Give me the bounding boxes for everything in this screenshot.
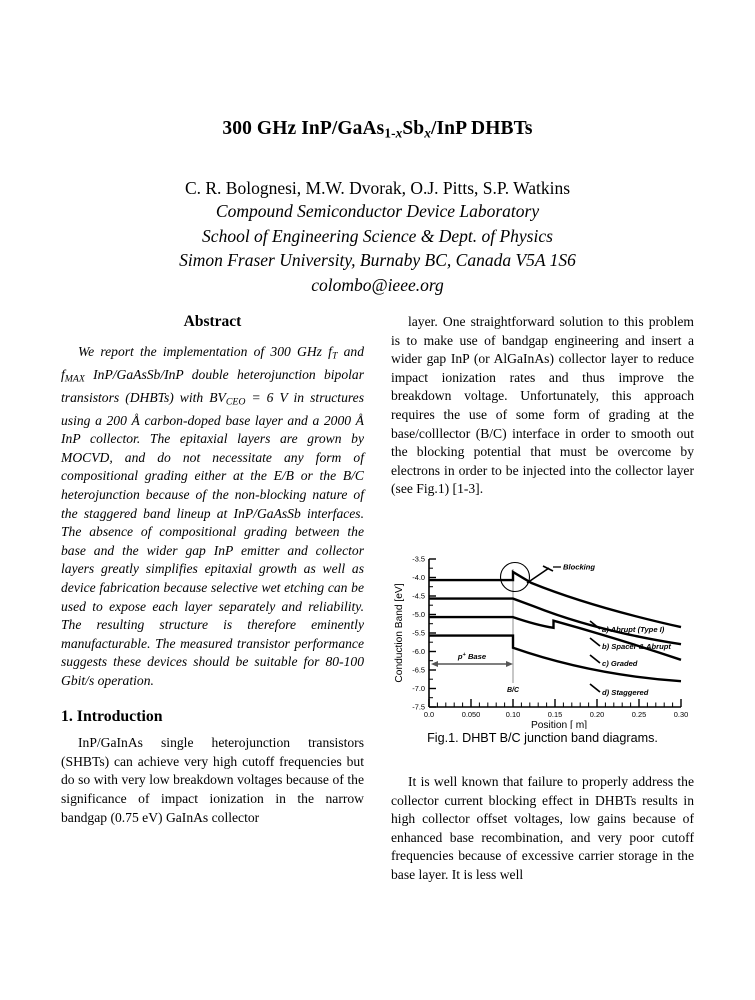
x-tick-label-5: 0.25	[631, 710, 647, 719]
p-plus-base-label: p+ Base	[457, 652, 487, 661]
y-tick-label-6: -6.5	[412, 665, 425, 675]
y-tick-label-4: -5.5	[412, 628, 425, 638]
author-list: C. R. Bolognesi, M.W. Dvorak, O.J. Pitts, S.P. Watkins	[184, 178, 571, 198]
blocking-highlight-circle	[501, 563, 530, 592]
right-column-paragraph-1: layer. One straightforward solution to this problem is to make use of bandgap engineering and insert a wider gap InP (or AlGaInAs) collector layer to reduce impact ionization rates and thus improve the breakdown voltage. Unfortunately, this approach requires the use of some form of grading at the base/colllector (B/C) interface in order to smooth out the blocking potential that must be overcome by electrons in order to be injected into the collector layer (see Fig.1) [1-3].	[391, 314, 694, 497]
abstract-seg-d: = 6 V in structures using a 200 Å carbon-doped base layer and a 2000 Å InP collector. The epitaxial layers are grown by MOCVD, and do not necessitate any form of compositional grading either at the E/B or the B/C heterojunction because of the non-blocking nature of the staggered band lineup at InP/GaAsSb interfaces. The absence of compositional grading between the base and the wider gap InP emitter and collector layers greatly simplifies epitaxial growth as well as device fabrication because selective wet etching can be used to expose each layer separately and reliability. The resulting structure is therefore eminently manufacturable. The measured transistor performance suggests these devices should be suitable for 80-100 Gbit/s operation.	[61, 389, 364, 688]
legend-label-d: d) Staggered	[602, 688, 649, 697]
f-sub-t: $f_T$	[328, 343, 338, 362]
p-plus-base-annotation	[431, 652, 513, 667]
introduction-paragraph: InP/GaInAs single heterojunction transistors (SHBTs) can achieve very high cutoff frequencies but do so with very low breakdown voltages because of the significance of impact ionization in the narrow bandgap (0.75 eV) GaInAs collector	[61, 735, 364, 825]
f-sub-max: $f_{MAX}$	[61, 366, 85, 385]
band-diagram-chart	[391, 547, 694, 729]
title-pre: 300 GHz InP/GaAs	[222, 118, 385, 139]
x-tick-label-2: 0.10	[505, 710, 521, 719]
abstract-seg-a: We report the implementation of 300 GHz	[78, 343, 329, 359]
affiliation-line-2: School of Engineering Science & Dept. of Physics	[202, 225, 553, 246]
y-tick-label-0: -3.5	[412, 554, 425, 564]
affiliation-line-1: Compound Semiconductor Device Laboratory	[215, 201, 540, 221]
blocking-leader	[527, 566, 561, 583]
affiliation-email: colombo@ieee.org	[311, 274, 444, 295]
right-column-paragraph-2: It is well known that failure to properly address the collector current blocking effect in DHBTs results in high collector offset voltages, low gains because of enhanced base recombination, and very poor cutoff frequencies because of excessive carrier storage in the base layer. It is less well	[391, 774, 694, 882]
x-tick-label-3: 0.15	[547, 710, 563, 719]
x-tick-label-4: 0.20	[589, 710, 605, 719]
y-tick-label-3: -5.0	[412, 610, 425, 620]
introduction-heading: 1. Introduction	[61, 707, 163, 725]
figure-1	[391, 547, 694, 745]
title-post: /InP DHBTs	[430, 118, 533, 139]
figure-caption: Fig.1. DHBT B/C junction band diagrams.	[427, 731, 658, 745]
y-axis-title: Conduction Band [eV]	[394, 583, 405, 683]
affiliation-block	[0, 199, 755, 297]
title-mid: Sb	[402, 118, 425, 139]
x-axis-title: Position [ m]	[530, 720, 588, 729]
bc-junction-label: B/C	[506, 687, 520, 694]
abstract-seg-c: InP/GaAsSb/InP double heterojunction bipolar transistors (DHBTs) with	[61, 366, 364, 405]
blocking-label: Blocking	[563, 562, 596, 572]
curve-legend	[590, 621, 671, 697]
bv-ceo: $BV_{CEO}$	[209, 389, 246, 408]
right-column-lower	[391, 773, 694, 885]
x-axis-ticks	[424, 699, 688, 719]
y-tick-label-7: -7.0	[412, 684, 425, 694]
abstract-heading: Abstract	[183, 313, 242, 330]
legend-label-b: b) Spacer & Abrupt	[602, 642, 671, 651]
right-column	[391, 313, 694, 499]
abstract-paragraph	[61, 343, 364, 691]
y-tick-label-2: -4.5	[412, 591, 425, 601]
legend-label-c: c) Graded	[602, 659, 638, 668]
title-sub-two: x	[424, 125, 431, 141]
x-tick-label-0: 0.0	[423, 710, 435, 719]
abstract-seg-b: and	[337, 343, 364, 359]
legend-label-a: a) Abrupt (Type I)	[602, 625, 665, 634]
title-sub-one: 1-x	[384, 125, 403, 141]
y-tick-label-5: -6.0	[412, 647, 425, 657]
y-axis-ticks	[412, 555, 436, 712]
left-column	[61, 313, 364, 827]
page-title	[0, 118, 755, 142]
x-tick-label-1: 0.050	[461, 710, 481, 719]
x-tick-label-6: 0.30	[673, 710, 689, 719]
affiliation-line-3: Simon Fraser University, Burnaby BC, Canada V5A 1S6	[179, 250, 576, 270]
y-tick-label-1: -4.0	[412, 573, 425, 583]
y-tick-label-8: -7.5	[412, 702, 425, 712]
